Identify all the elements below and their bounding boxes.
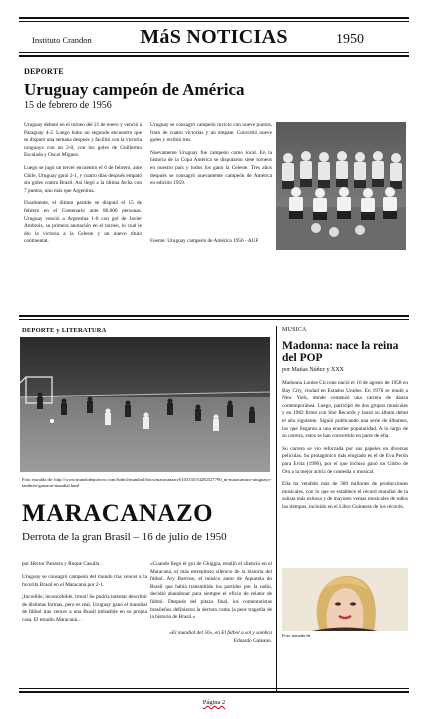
maracanazo-subtitle: Derrota de la gran Brasil – 16 de julio de 1950: [22, 531, 227, 543]
paragraph: Uruguay se consagró campeón del mundo tras vencer a la favorita Brasil en el Maracaná por 2-1.: [22, 574, 147, 588]
section-rule-1: [19, 315, 409, 317]
madonna-headline: Madonna: nace la reina del POP: [282, 340, 399, 364]
story-date: 15 de febrero de 1956: [24, 100, 112, 111]
quote-source: «El mundial del 50», en El fútbol a sol y sombra: [169, 630, 272, 636]
section-label-deporte-literatura: DEPORTE y LITERATURA: [22, 327, 107, 334]
paragraph: Uruguay se consagró campeón invicto con nueve puntos, fruto de cuatro victorias y un empate. Convirtió nueve goles y recibió tres.: [150, 122, 272, 144]
paragraph: Nuevamente Uruguay fue campeón como local. En la historia de la Copa América se disputaron siete torneos en nuestro país y todos los ganó la Celeste. Tres años después se consagró nuevamente campeón de América en edición 1959.: [150, 149, 272, 187]
maracanazo-byline: por Héctor Panzera y Roque Casulla: [22, 561, 100, 567]
paragraph: Su carrera se vio reforzada por sus papeles en diversas películas. Su protagónico más elogiado es el de Eva Perón para Evita (1996), por el que incluso ganó un Globo de Oro a la mejor actriz de comedia o musical.: [282, 445, 408, 475]
masthead-rule-1: [19, 52, 409, 53]
maracanazo-photo: [20, 337, 270, 472]
masthead-year: 1950: [336, 32, 364, 47]
newspaper-title: MáS NOTICIAS: [140, 26, 288, 48]
maracanazo-column-1: [22, 574, 147, 630]
institution-name: Instituto Crandon: [32, 35, 92, 45]
paragraph: Finalmente, el último partido se disputó el 15 de febrero en el Centenario ante 80.000 personas. Uruguay venció a Argentina 1-0 con gol de Javier Ambrois, su primera anotación en el torneo, lo cual le dio la victoria a la Celeste y un nuevo título continental.: [24, 200, 142, 245]
galeano-quote: «Cuando llegó el gol de Ghiggia, estalló el silencio en el Maracaná, el más estrepitoso silencio de la historia del fútbol. Ary Barroso, el músico autor de Aquarela do Brasil que había transmitido los partidos por la radio, decidió abandonar para siempre el oficio de relator de fútbol. Después del pitazo final, los comentaristas brasileños definieron la derrota como la peor tragedia de la historia de Brasil.»: [150, 561, 272, 621]
maracanazo-headline: MARACANAZO: [22, 500, 214, 527]
column-divider: [276, 326, 277, 692]
paragraph: Luego se jugó un tercer encuentro el 6 de febrero, ante Chile, Uruguay ganó 2-1, y cuatro días después empató sin goles contra Brasil. Así llegó a la última fecha con 7 puntos, uno más que Argentina.: [24, 164, 142, 194]
madonna-byline: por Matías Núñez y XXX: [282, 367, 344, 373]
page-label: Página 2: [202, 699, 226, 706]
page-number: [0, 699, 428, 706]
top-rule-1: [19, 17, 409, 19]
section-rule-2: [19, 319, 409, 320]
article-column-2: [150, 122, 272, 193]
headline-uruguay: Uruguay campeón de América: [24, 80, 245, 99]
madonna-photo-credit: Foto tomada de: [282, 633, 311, 638]
footer-rule-1: [19, 688, 409, 689]
masthead-rule-2: [19, 55, 409, 57]
team-photo-image: [276, 122, 406, 250]
paragraph: Ella ha vendido más de 300 millones de producciones musicales, con lo que se establece el récord mundial de la solista más exitosa y de mayores ventas musicales de todos los tiempos, incluido en el Libro Guinness de los récords.: [282, 481, 408, 510]
photo-credit: Foto extraída de: http://www.mundodeportivo.com/futbol/mundial/fotos/maracanazo/0103335/54282527790_m-maracanazo-uruguayo-tambien-ganaron-mundial.html: [22, 477, 272, 489]
madonna-article: [282, 380, 408, 517]
quote-author: Eduardo Galeano.: [233, 638, 272, 644]
madonna-photo-image: [282, 568, 408, 631]
top-rule-2: [19, 21, 409, 22]
paragraph: ¡Increíble, inconcebible, irreal! Se podría intentar describir de distintas formas, pero es real, Uruguay ganó el mundial de fútbol tras vencer a una Brasil imbatible en su propia casa. El estadio Maracaná…: [22, 594, 147, 623]
madonna-photo: [282, 568, 408, 631]
section-label-deporte: DEPORTE: [24, 67, 64, 76]
photo-source: Fuente: Uruguay campeón de América 1956 - AUF: [150, 238, 259, 244]
article-column-1: [24, 122, 142, 251]
maracanazo-photo-image: [20, 337, 270, 472]
paragraph: Uruguay debutó en el torneo del 21 de enero y venció a Paraguay 4-2. Luego hubo un segundo encuentro que se disputó una semana después y facilitó con la victoria uruguaya con un 2-0, con los goles de Guillermo Escalada y Oscar Míguez.: [24, 122, 142, 159]
section-label-musica: MUSICA: [282, 327, 307, 333]
team-photo: [276, 122, 406, 250]
footer-rule-2: [19, 691, 409, 693]
paragraph: Madonna Louise Ciccone nació el 16 de agosto de 1958 en Bay City, ciudad en Estados Unidos. En 1978 se mudó a New York, donde comenzó una carrera de danza contemporánea. Luego, participó de dos grupos musicales y en 1982 firmó con Sire Records y lanzó su álbum debut el año siguiente. Siguió publicando una serie de álbumes, los que llegaron a una enorme popularidad. A lo largo de su carrera, estos se han convertido en parte de ella.: [282, 380, 408, 440]
